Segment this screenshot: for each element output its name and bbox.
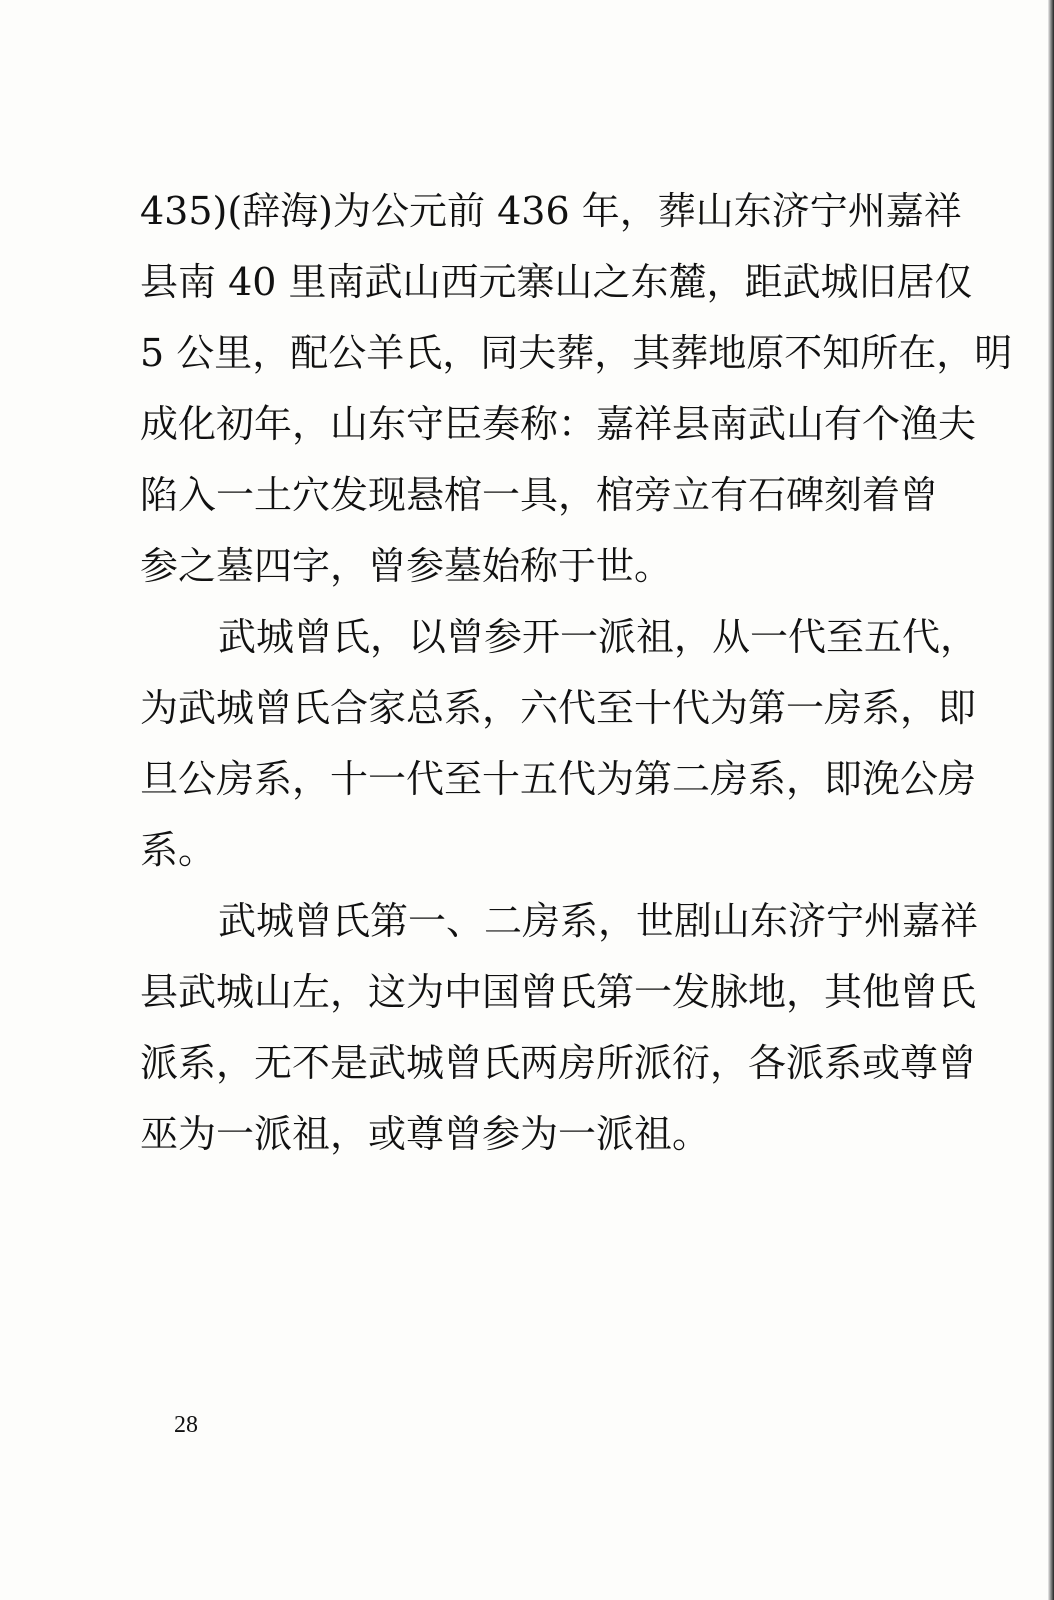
page-number: 28	[174, 1412, 198, 1438]
text-line: 武城曾氏，以曾参开一派祖，从一代至五代，	[218, 615, 979, 659]
text-line: 派系，无不是武城曾氏两房所派衍，各派系或尊曾	[140, 1041, 977, 1085]
text-line: 县武城山左，这为中国曾氏第一发脉地，其他曾氏	[140, 970, 977, 1014]
text-line: 5 公里，配公羊氏，同夫葬，其葬地原不知所在，明	[140, 331, 1013, 375]
body-text	[140, 176, 1013, 1170]
text-line: 系。	[140, 828, 217, 872]
text-line: 成化初年，山东守臣奏称：嘉祥县南武山有个渔夫	[140, 402, 977, 446]
text-line: 县南 40 里南武山西元寨山之东麓，距武城旧居仅	[140, 260, 973, 304]
text-line: 武城曾氏第一、二房系，世剧山东济宁州嘉祥	[218, 899, 979, 943]
text-line: 巫为一派祖，或尊曾参为一派祖。	[140, 1112, 711, 1156]
text-line: 旦公房系，十一代至十五代为第二房系，即浼公房	[140, 757, 977, 801]
text-line: 为武城曾氏合家总系，六代至十代为第一房系，即	[140, 686, 977, 730]
text-line: 435)(辞海)为公元前 436 年，葬山东济宁州嘉祥	[140, 189, 962, 233]
page-edge-shadow	[1048, 0, 1054, 1600]
text-line: 参之墓四字，曾参墓始称于世。	[140, 544, 673, 588]
text-line: 陷入一土穴发现悬棺一具，棺旁立有石碑刻着曾	[140, 473, 939, 517]
